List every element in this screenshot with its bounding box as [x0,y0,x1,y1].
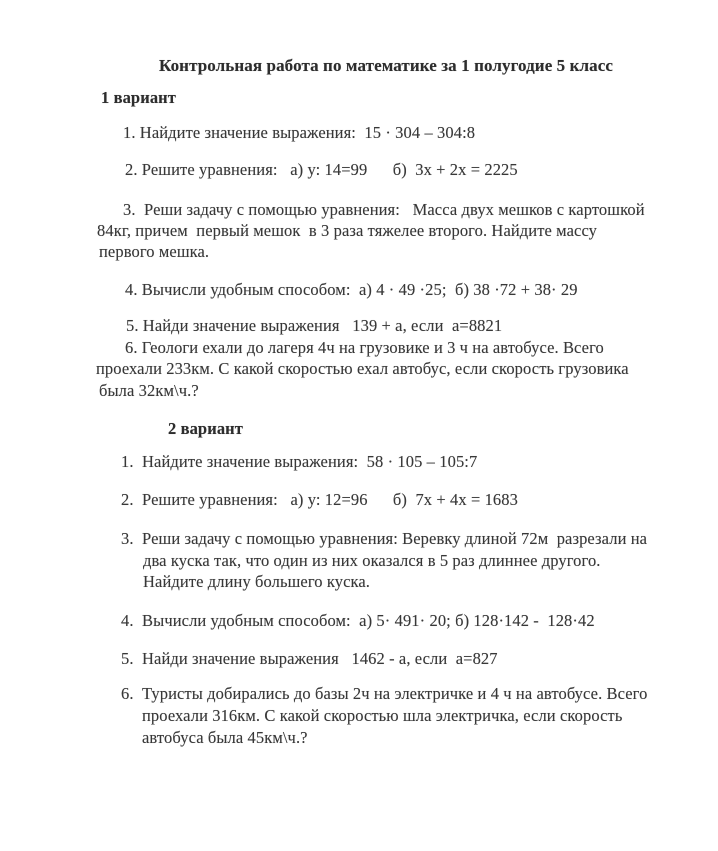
variant1-task5: 5. Найди значение выражения 139 + а, если а=8821 [126,316,503,335]
variant2-task5: 5. Найди значение выражения 1462 - а, если а=827 [121,649,498,668]
variant2-task1: 1. Найдите значение выражения: 58 · 105 – 105:7 [121,452,478,471]
variant1-task3-line1: 3. Реши задачу с помощью уравнения: Масса двух мешков с картошкой [123,200,645,219]
variant2-heading: 2 вариант [168,419,243,438]
variant2-task3-line3: Найдите длину большего куска. [143,572,371,591]
variant1-task6-line2: проехали 233км. С какой скоростью ехал автобус, если скорость грузовика [96,359,629,378]
variant2-task3-line1: 3. Реши задачу с помощью уравнения: Веревку длиной 72м разрезали на [121,529,648,548]
variant2-task6-line2: проехали 316км. С какой скоростью шла электричка, если скорость [142,706,623,725]
variant1-heading: 1 вариант [101,88,176,107]
variant2-task2: 2. Решите уравнения: а) у: 12=96 б) 7х + 4х = 1683 [121,490,518,509]
variant1-task1: 1. Найдите значение выражения: 15 · 304 – 304:8 [123,123,476,142]
variant1-task3-line3: первого мешка. [99,242,210,261]
variant2-task6-line1: 6. Туристы добирались до базы 2ч на электричке и 4 ч на автобусе. Всего [121,684,648,703]
variant2-task3-line2: два куска так, что один из них оказался в 5 раз длиннее другого. [143,551,601,570]
variant1-task6-line1: 6. Геологи ехали до лагеря 4ч на грузовике и 3 ч на автобусе. Всего [125,338,604,357]
variant1-task3-line2: 84кг, причем первый мешок в 3 раза тяжелее второго. Найдите массу [97,221,598,240]
variant1-task2: 2. Решите уравнения: а) у: 14=99 б) 3х + 2х = 2225 [125,160,518,179]
variant1-task6-line3: была 32км\ч.? [99,381,199,400]
variant2-task6-line3: автобуса была 45км\ч.? [142,728,308,747]
variant2-task4: 4. Вычисли удобным способом: а) 5· 491· 20; б) 128·142 - 128·42 [121,611,595,630]
document-title: Контрольная работа по математике за 1 полугодие 5 класс [159,56,614,75]
variant1-task4: 4. Вычисли удобным способом: а) 4 · 49 ·25; б) 38 ·72 + 38· 29 [125,280,578,299]
